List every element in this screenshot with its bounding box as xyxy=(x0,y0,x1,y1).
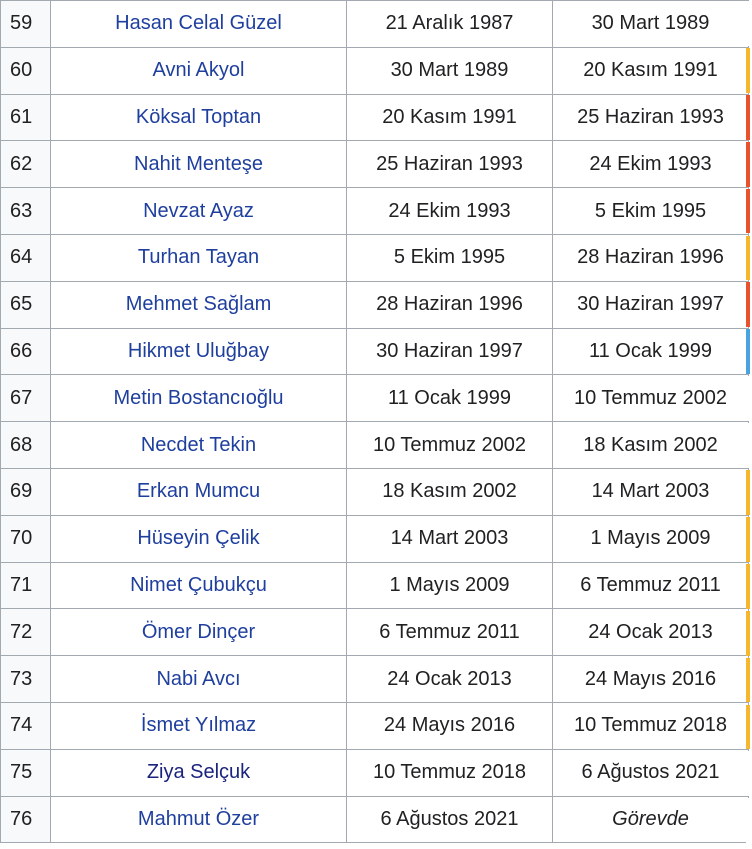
party-color-marker xyxy=(746,611,750,656)
minister-name-cell xyxy=(51,515,347,562)
term-start-date: 5 Ekim 1995 xyxy=(347,234,553,281)
row-number: 67 xyxy=(1,375,51,422)
minister-name-cell xyxy=(51,749,347,796)
term-start-date: 18 Kasım 2002 xyxy=(347,468,553,515)
term-end-date: 10 Temmuz 2002 xyxy=(553,375,749,422)
minister-name-link[interactable]: Ömer Dinçer xyxy=(141,620,256,643)
term-end-date: 24 Mayıs 2016 xyxy=(553,656,749,703)
table-row xyxy=(1,281,749,328)
term-end-date: 30 Mart 1989 xyxy=(553,1,749,48)
term-end-date: 24 Ekim 1993 xyxy=(553,141,749,188)
minister-name-cell xyxy=(51,47,347,94)
table-row xyxy=(1,796,749,843)
party-color-marker xyxy=(746,236,750,281)
minister-name-link[interactable]: Metin Bostancıoğlu xyxy=(113,386,284,409)
term-start-date: 14 Mart 2003 xyxy=(347,515,553,562)
minister-name-link[interactable]: Hasan Celal Güzel xyxy=(115,12,282,35)
term-end-date: 6 Temmuz 2011 xyxy=(553,562,749,609)
minister-name-link[interactable]: Hüseyin Çelik xyxy=(137,527,260,550)
table-row xyxy=(1,562,749,609)
party-color-marker xyxy=(746,376,750,421)
minister-name-link[interactable]: Nabi Avcı xyxy=(156,667,241,690)
table-row xyxy=(1,141,749,188)
party-color-marker xyxy=(746,658,750,703)
term-end-date: 14 Mart 2003 xyxy=(553,468,749,515)
party-color-marker xyxy=(746,798,750,843)
party-color-marker xyxy=(746,95,750,140)
table-row xyxy=(1,749,749,796)
term-start-date: 30 Mart 1989 xyxy=(347,47,553,94)
minister-name-link[interactable]: Erkan Mumcu xyxy=(136,480,261,503)
term-end-date: 24 Ocak 2013 xyxy=(553,609,749,656)
term-start-date: 10 Temmuz 2002 xyxy=(347,422,553,469)
table-row xyxy=(1,468,749,515)
term-start-date: 25 Haziran 1993 xyxy=(347,141,553,188)
term-start-date: 6 Temmuz 2011 xyxy=(347,609,553,656)
row-number: 62 xyxy=(1,141,51,188)
table-row xyxy=(1,656,749,703)
minister-name-link[interactable]: Mahmut Özer xyxy=(137,807,260,830)
table-row xyxy=(1,94,749,141)
party-color-marker xyxy=(746,564,750,609)
row-number: 60 xyxy=(1,47,51,94)
minister-name-cell xyxy=(51,94,347,141)
row-number: 71 xyxy=(1,562,51,609)
party-color-marker xyxy=(746,470,750,515)
minister-name-link[interactable]: Necdet Tekin xyxy=(140,433,257,456)
term-end-date: 20 Kasım 1991 xyxy=(553,47,749,94)
term-end-date: 5 Ekim 1995 xyxy=(553,188,749,235)
minister-name-cell xyxy=(51,328,347,375)
term-end-date: 1 Mayıs 2009 xyxy=(553,515,749,562)
minister-name-cell xyxy=(51,656,347,703)
term-start-date: 24 Ekim 1993 xyxy=(347,188,553,235)
table-row xyxy=(1,47,749,94)
minister-name-link[interactable]: Turhan Tayan xyxy=(137,246,260,269)
party-color-marker xyxy=(746,1,750,46)
row-number: 61 xyxy=(1,94,51,141)
term-start-date: 30 Haziran 1997 xyxy=(347,328,553,375)
row-number: 74 xyxy=(1,702,51,749)
term-start-date: 10 Temmuz 2018 xyxy=(347,749,553,796)
term-start-date: 20 Kasım 1991 xyxy=(347,94,553,141)
table-row xyxy=(1,188,749,235)
minister-name-link[interactable]: Köksal Toptan xyxy=(135,105,262,128)
minister-name-link[interactable]: Nahit Menteşe xyxy=(134,152,263,175)
term-end-date: 11 Ocak 1999 xyxy=(553,328,749,375)
party-color-marker xyxy=(746,142,750,187)
minister-name-cell xyxy=(51,141,347,188)
term-start-date: 11 Ocak 1999 xyxy=(347,375,553,422)
minister-name-cell xyxy=(51,609,347,656)
minister-name-link[interactable]: Nevzat Ayaz xyxy=(143,199,254,222)
term-start-date: 6 Ağustos 2021 xyxy=(347,796,553,843)
minister-name-cell xyxy=(51,702,347,749)
table-row xyxy=(1,609,749,656)
row-number: 69 xyxy=(1,468,51,515)
party-color-marker xyxy=(746,423,750,468)
minister-name-link[interactable]: İsmet Yılmaz xyxy=(140,714,257,737)
term-end-date: 28 Haziran 1996 xyxy=(553,234,749,281)
row-number: 76 xyxy=(1,796,51,843)
table-row xyxy=(1,422,749,469)
term-end-date: 6 Ağustos 2021 xyxy=(553,749,749,796)
minister-name-cell xyxy=(51,281,347,328)
party-color-marker xyxy=(746,329,750,374)
minister-name-cell xyxy=(51,375,347,422)
party-color-marker xyxy=(746,48,750,93)
row-number: 63 xyxy=(1,188,51,235)
minister-name-cell xyxy=(51,796,347,843)
party-color-marker xyxy=(746,517,750,562)
term-end-date: 30 Haziran 1997 xyxy=(553,281,749,328)
term-end-date: 18 Kasım 2002 xyxy=(553,422,749,469)
term-start-date: 1 Mayıs 2009 xyxy=(347,562,553,609)
term-end-date: 25 Haziran 1993 xyxy=(553,94,749,141)
minister-name-cell xyxy=(51,188,347,235)
table-row xyxy=(1,328,749,375)
minister-name-link[interactable]: Ziya Selçuk xyxy=(146,761,251,784)
party-color-marker xyxy=(746,282,750,327)
minister-name-link[interactable]: Nimet Çubukçu xyxy=(130,573,267,596)
row-number: 65 xyxy=(1,281,51,328)
party-color-marker xyxy=(746,751,750,796)
term-start-date: 24 Mayıs 2016 xyxy=(347,702,553,749)
row-number: 64 xyxy=(1,234,51,281)
term-end-date: 10 Temmuz 2018 xyxy=(553,702,749,749)
term-start-date: 21 Aralık 1987 xyxy=(347,1,553,48)
table-row xyxy=(1,375,749,422)
table-body xyxy=(1,1,749,843)
table-row xyxy=(1,1,749,48)
minister-name-cell xyxy=(51,468,347,515)
term-start-date: 28 Haziran 1996 xyxy=(347,281,553,328)
minister-name-link[interactable]: Mehmet Sağlam xyxy=(125,293,272,316)
minister-name-cell xyxy=(51,234,347,281)
term-end-date: Görevde xyxy=(553,796,749,843)
party-color-marker xyxy=(746,705,750,750)
table-row xyxy=(1,702,749,749)
party-color-marker xyxy=(746,189,750,234)
minister-name-cell xyxy=(51,562,347,609)
minister-name-cell xyxy=(51,1,347,48)
row-number: 66 xyxy=(1,328,51,375)
minister-name-cell xyxy=(51,422,347,469)
table-row xyxy=(1,234,749,281)
minister-name-link[interactable]: Avni Akyol xyxy=(152,59,245,82)
term-start-date: 24 Ocak 2013 xyxy=(347,656,553,703)
row-number: 72 xyxy=(1,609,51,656)
row-number: 59 xyxy=(1,1,51,48)
row-number: 70 xyxy=(1,515,51,562)
row-number: 75 xyxy=(1,749,51,796)
row-number: 68 xyxy=(1,422,51,469)
table-row xyxy=(1,515,749,562)
minister-name-link[interactable]: Hikmet Uluğbay xyxy=(127,339,270,362)
row-number: 73 xyxy=(1,656,51,703)
